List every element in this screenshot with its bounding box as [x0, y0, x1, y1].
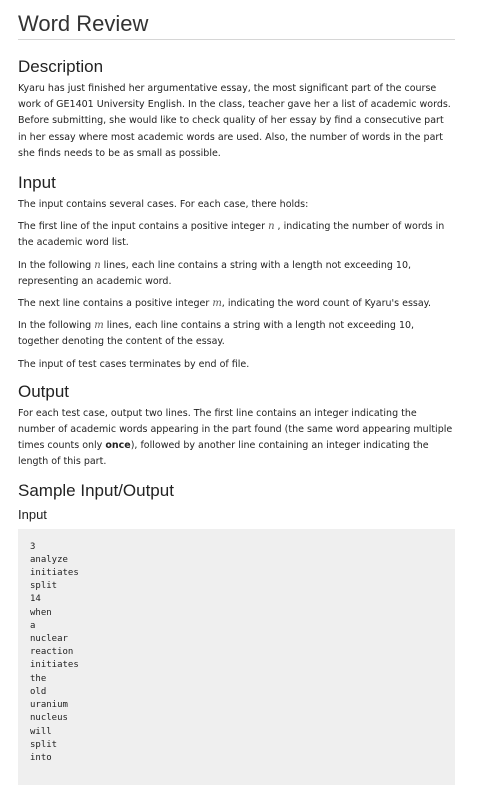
code-line: uranium [30, 700, 68, 711]
description-text: Kyaru has just finished her argumentative essay, the most significant part of the course work of GE1401 University English. In the class, teacher gave her a list of academic words. Before submitting, she would like to check quality of her essay by find a consecutive part in her essay where most academic words are used. Also, the number of words in the part she finds needs to be as small as possible. [18, 83, 451, 159]
input-paragraph-5-end: lines, each line contains a string with a length not exceeding 10, together denoting the content of the essay. [18, 320, 415, 348]
input-section [18, 172, 455, 373]
input-paragraph-4-end: , indicating the word count of Kyaru's essay. [221, 298, 431, 310]
input-paragraph-5 [18, 318, 455, 350]
code-line: reaction [30, 647, 74, 658]
input-paragraph-3-start: In the following [18, 259, 95, 271]
code-line: initiates [30, 568, 79, 579]
input-paragraph-1: The input contains several cases. For each case, there holds: [18, 199, 309, 211]
variable-m: m [212, 298, 222, 310]
input-heading: Input [18, 173, 56, 193]
input-paragraph-2-end: , indicating the number of words in the academic word list. [18, 221, 445, 249]
page-title: Word Review [18, 10, 455, 40]
code-line: old [30, 686, 47, 697]
code-line: when [30, 607, 52, 618]
code-line: will [30, 726, 52, 737]
description-section [18, 56, 455, 162]
variable-n: n [268, 221, 275, 233]
input-paragraph-4-start: The next line contains a positive integer [18, 298, 213, 310]
description-heading: Description [18, 57, 104, 76]
code-line: nuclear [30, 634, 68, 645]
input-paragraph-2 [18, 219, 455, 251]
input-paragraph-5-start: In the following [18, 320, 95, 332]
code-line: initiates [30, 660, 79, 671]
output-text-start: For each test case, output two lines. The first line contains an integer indicating the number of academic words appearing in the part found (the same word appearing multiple times counts only [18, 407, 453, 452]
code-line: split [30, 739, 58, 750]
output-text [18, 406, 455, 471]
code-line: split [30, 581, 58, 592]
output-text-end: ), followed by another line containing an integer indicating the length of this part. [18, 440, 429, 468]
input-paragraph-6: The input of test cases terminates by end of file. [18, 358, 250, 370]
code-line: nucleus [30, 713, 68, 724]
code-line: a [30, 620, 36, 631]
sample-heading: Sample Input/Output [18, 480, 174, 500]
output-section [18, 381, 455, 471]
variable-m: m [94, 320, 104, 332]
input-paragraph-3-end: lines, each line contains a string with a length not exceeding 10, representing an academic word. [18, 259, 412, 287]
output-text-emphasis: once [105, 440, 131, 452]
input-paragraph-2-start: The first line of the input contains a positive integer [18, 221, 269, 233]
code-line: the [30, 673, 47, 684]
variable-n: n [94, 259, 101, 271]
code-line: 3 [30, 541, 36, 552]
sample-input-label: Input [18, 506, 47, 522]
sample-input-code-block[interactable] [18, 529, 455, 785]
output-heading: Output [18, 381, 70, 401]
code-line: into [30, 752, 52, 763]
code-line: 14 [30, 594, 41, 605]
input-paragraph-3 [18, 258, 455, 290]
code-line: analyze [30, 554, 68, 565]
sample-section [18, 480, 455, 785]
input-paragraph-4 [18, 296, 455, 312]
